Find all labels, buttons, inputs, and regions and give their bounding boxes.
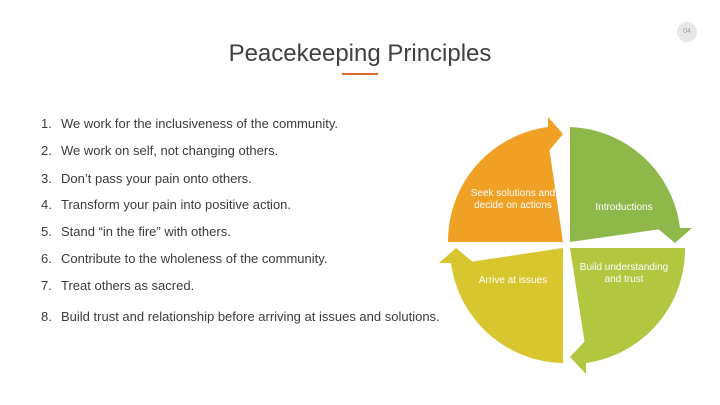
- principle-text: Stand “in the fire” with others.: [61, 224, 231, 239]
- principle-item: [41, 116, 441, 132]
- principle-text: Transform your pain into positive action.: [61, 197, 292, 212]
- quadrant-arrive-at-issues: [439, 248, 563, 363]
- principle-item: [41, 251, 441, 267]
- principle-item: [41, 143, 441, 159]
- cycle-diagram: [438, 116, 696, 376]
- quadrant-seek-solutions: [448, 117, 563, 242]
- quadrant-label-introductions: Introductions: [595, 202, 653, 213]
- principle-text: Build trust and relationship before arriving at issues and solutions.: [61, 309, 440, 324]
- principle-item: [41, 197, 441, 213]
- principles-list: [41, 116, 441, 329]
- principle-item: [41, 171, 441, 187]
- quadrant-label-arrive-at-issues: Arrive at issues: [478, 275, 548, 286]
- slide-title: Peacekeeping Principles: [228, 40, 492, 67]
- title-underline: [342, 73, 378, 75]
- principle-number: 8.: [41, 309, 52, 324]
- principle-text: Don’t pass your pain onto others.: [61, 171, 252, 186]
- principle-number: 6.: [41, 251, 52, 266]
- principle-text: We work for the inclusiveness of the community.: [61, 116, 338, 131]
- page-number-badge: 04: [677, 22, 697, 42]
- cycle-graphic: [438, 116, 696, 376]
- principle-number: 5.: [41, 224, 52, 239]
- principle-number: 7.: [41, 278, 52, 293]
- principle-item: [41, 278, 441, 294]
- principle-number: 3.: [41, 171, 52, 186]
- principle-text: Contribute to the wholeness of the community.: [61, 251, 328, 266]
- principle-text: Treat others as sacred.: [61, 278, 195, 293]
- principle-number: 1.: [41, 116, 52, 131]
- principle-number: 4.: [41, 197, 52, 212]
- principle-item: [41, 305, 441, 329]
- principle-number: 2.: [41, 143, 52, 158]
- quadrant-label-build-understanding: Build understanding and trust: [579, 262, 669, 285]
- principle-item: [41, 224, 441, 240]
- quadrant-label-seek-solutions: Seek solutions and decide on actions: [470, 188, 556, 211]
- quadrant-introductions: [570, 127, 692, 243]
- principle-text: We work on self, not changing others.: [61, 143, 279, 158]
